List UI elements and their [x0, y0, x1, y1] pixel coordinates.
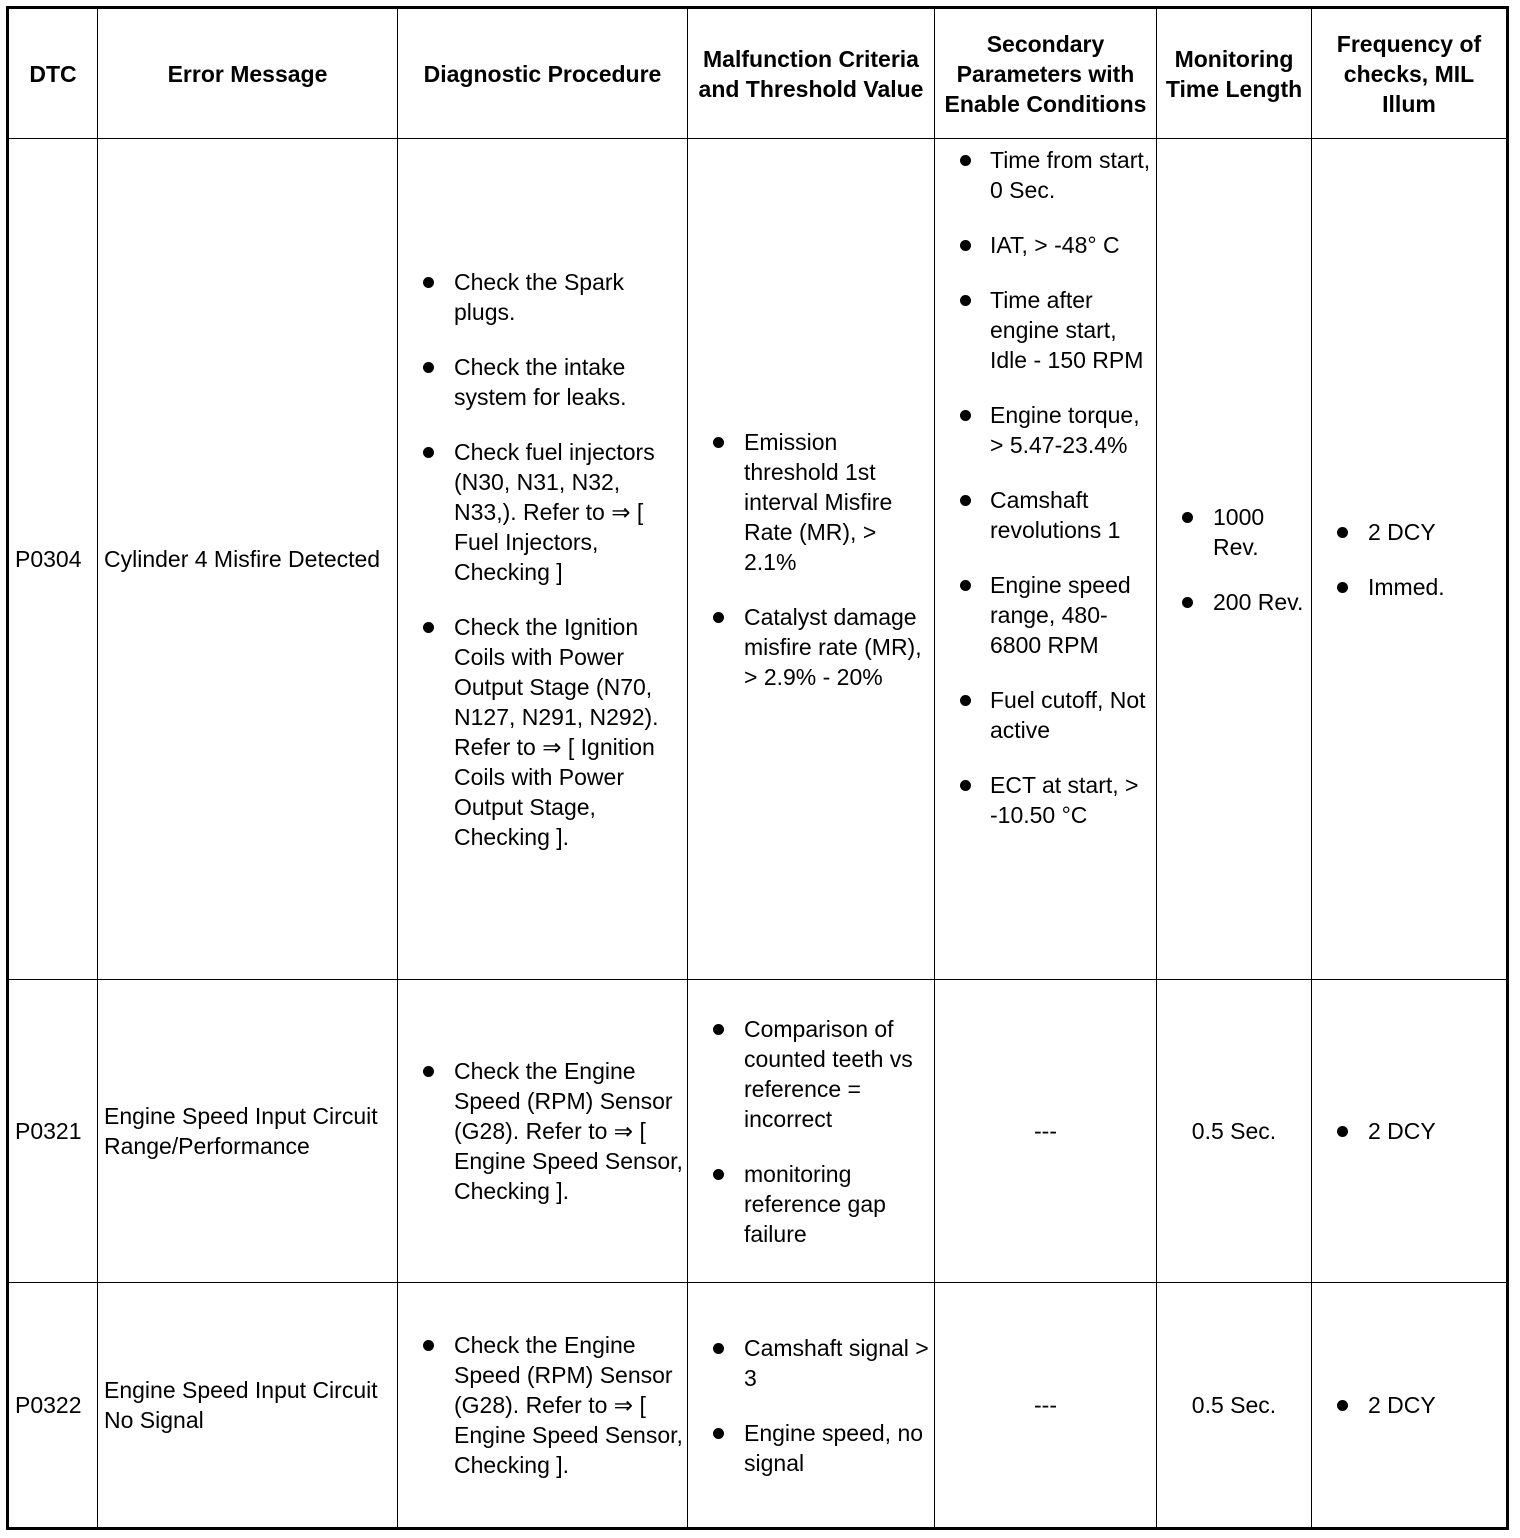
procedure-item: Check the Engine Speed (RPM) Sensor (G28). Refer to ⇒ [ Engine Speed Sensor, Checking ].	[398, 1056, 687, 1206]
monitoring-item: 1000 Rev.	[1157, 502, 1311, 562]
procedure-item: Check the Spark plugs.	[398, 267, 687, 327]
dtc-code: P0322	[8, 1283, 98, 1529]
header-monitoring-time: Monitoring Time Length	[1157, 8, 1312, 139]
procedure-item: Check the Engine Speed (RPM) Sensor (G28). Refer to ⇒ [ Engine Speed Sensor, Checking ].	[398, 1330, 687, 1480]
monitoring-item: 200 Rev.	[1157, 587, 1311, 617]
header-frequency: Frequency of checks, MIL Illum	[1312, 8, 1508, 139]
procedure-item: Check the intake system for leaks.	[398, 352, 687, 412]
criteria-item: Camshaft signal > 3	[688, 1333, 934, 1393]
malfunction-criteria	[688, 139, 935, 980]
secondary-parameters: ---	[935, 980, 1157, 1283]
frequency-item: 2 DCY	[1312, 1116, 1506, 1146]
frequency-item: 2 DCY	[1312, 517, 1506, 547]
monitoring-time	[1157, 139, 1312, 980]
diagnostic-procedure	[398, 980, 688, 1283]
procedure-item: Check the Ignition Coils with Power Output Stage (N70, N127, N291, N292). Refer to ⇒ [ Ignition Coils with Power Output Stage, Checking ].	[398, 612, 687, 852]
diagnostic-procedure	[398, 1283, 688, 1529]
monitoring-time: 0.5 Sec.	[1157, 1283, 1312, 1529]
criteria-item: Engine speed, no signal	[688, 1418, 934, 1478]
frequency	[1312, 980, 1508, 1283]
malfunction-criteria	[688, 1283, 935, 1529]
frequency	[1312, 1283, 1508, 1529]
frequency	[1312, 139, 1508, 980]
secondary-item: ECT at start, > -10.50 °C	[935, 770, 1156, 830]
dtc-code: P0321	[8, 980, 98, 1283]
table-row	[8, 980, 1508, 1283]
error-message: Engine Speed Input Circuit No Signal	[98, 1283, 398, 1529]
table-row	[8, 1283, 1508, 1529]
criteria-item: Emission threshold 1st interval Misfire Rate (MR), > 2.1%	[688, 427, 934, 577]
secondary-parameters: ---	[935, 1283, 1157, 1529]
table-row	[8, 139, 1508, 980]
secondary-item: Camshaft revolutions 1	[935, 485, 1156, 545]
frequency-item: Immed.	[1312, 572, 1506, 602]
header-row	[8, 8, 1508, 139]
secondary-item: Time after engine start, Idle - 150 RPM	[935, 285, 1156, 375]
secondary-item: Time from start, 0 Sec.	[935, 145, 1156, 205]
procedure-item: Check fuel injectors (N30, N31, N32, N33,). Refer to ⇒ [ Fuel Injectors, Checking ]	[398, 437, 687, 587]
dtc-table	[6, 6, 1509, 1530]
monitoring-time: 0.5 Sec.	[1157, 980, 1312, 1283]
dtc-code: P0304	[8, 139, 98, 980]
secondary-item: IAT, > -48° C	[935, 230, 1156, 260]
header-dtc: DTC	[8, 8, 98, 139]
malfunction-criteria	[688, 980, 935, 1283]
criteria-item: Catalyst damage misfire rate (MR), > 2.9% - 20%	[688, 602, 934, 692]
frequency-item: 2 DCY	[1312, 1390, 1506, 1420]
secondary-item: Engine speed range, 480-6800 RPM	[935, 570, 1156, 660]
secondary-item: Engine torque, > 5.47-23.4%	[935, 400, 1156, 460]
secondary-item: Fuel cutoff, Not active	[935, 685, 1156, 745]
error-message: Engine Speed Input Circuit Range/Performance	[98, 980, 398, 1283]
criteria-item: Comparison of counted teeth vs reference = incorrect	[688, 1014, 934, 1134]
diagnostic-procedure	[398, 139, 688, 980]
header-secondary-parameters: Secondary Parameters with Enable Conditions	[935, 8, 1157, 139]
error-message: Cylinder 4 Misfire Detected	[98, 139, 398, 980]
header-error-message: Error Message	[98, 8, 398, 139]
secondary-parameters	[935, 139, 1157, 980]
header-diagnostic-procedure: Diagnostic Procedure	[398, 8, 688, 139]
header-malfunction-criteria: Malfunction Criteria and Threshold Value	[688, 8, 935, 139]
criteria-item: monitoring reference gap failure	[688, 1159, 934, 1249]
